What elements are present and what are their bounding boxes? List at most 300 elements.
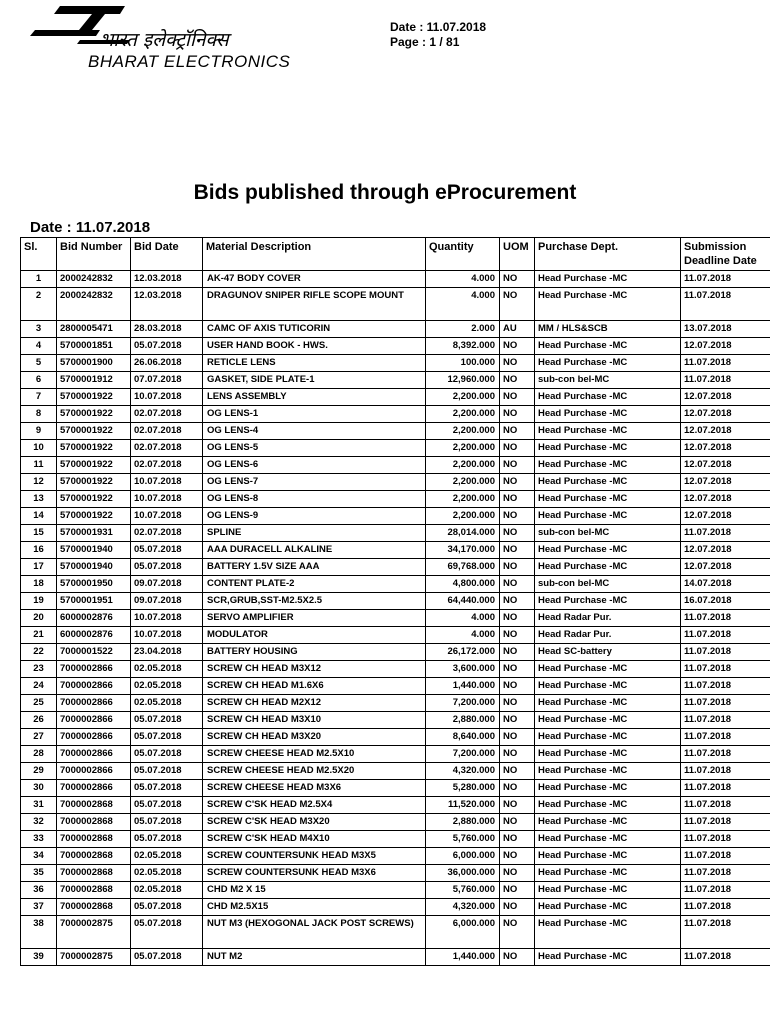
table-header-row (21, 238, 770, 271)
table-row (21, 271, 770, 288)
cell-dept: Head Purchase -MC (535, 661, 681, 678)
cell-material: AK-47 BODY COVER (203, 271, 426, 288)
cell-material: USER HAND BOOK - HWS. (203, 338, 426, 355)
cell-material: SCREW C'SK HEAD M2.5X4 (203, 797, 426, 814)
table-row (21, 865, 770, 882)
cell-sl: 37 (21, 899, 57, 916)
cell-deadline: 12.07.2018 (681, 423, 770, 440)
table-row (21, 831, 770, 848)
cell-uom: NO (500, 576, 535, 593)
cell-dept: Head Purchase -MC (535, 780, 681, 797)
document-meta (390, 20, 486, 50)
table-row (21, 627, 770, 644)
cell-quantity: 4.000 (426, 627, 500, 644)
cell-quantity: 28,014.000 (426, 525, 500, 542)
cell-bid-number: 5700001922 (57, 457, 131, 474)
cell-quantity: 26,172.000 (426, 644, 500, 661)
cell-deadline: 11.07.2018 (681, 729, 770, 746)
cell-quantity: 7,200.000 (426, 746, 500, 763)
table-row (21, 457, 770, 474)
cell-dept: Head Purchase -MC (535, 831, 681, 848)
table-row (21, 814, 770, 831)
table-row (21, 899, 770, 916)
cell-bid-date: 12.03.2018 (131, 288, 203, 321)
cell-uom: NO (500, 271, 535, 288)
cell-deadline: 11.07.2018 (681, 949, 770, 966)
cell-uom: NO (500, 831, 535, 848)
cell-quantity: 2,200.000 (426, 406, 500, 423)
cell-deadline: 14.07.2018 (681, 576, 770, 593)
cell-sl: 35 (21, 865, 57, 882)
cell-bid-date: 02.07.2018 (131, 440, 203, 457)
cell-uom: NO (500, 627, 535, 644)
cell-dept: Head Radar Pur. (535, 627, 681, 644)
cell-bid-date: 02.07.2018 (131, 525, 203, 542)
cell-quantity: 6,000.000 (426, 848, 500, 865)
cell-quantity: 11,520.000 (426, 797, 500, 814)
cell-bid-number: 5700001922 (57, 491, 131, 508)
cell-dept: Head Purchase -MC (535, 865, 681, 882)
cell-bid-number: 5700001922 (57, 389, 131, 406)
table-row (21, 661, 770, 678)
cell-bid-number: 7000002866 (57, 712, 131, 729)
cell-bid-number: 5700001922 (57, 474, 131, 491)
cell-bid-number: 5700001922 (57, 508, 131, 525)
cell-material: OG LENS-1 (203, 406, 426, 423)
meta-date: Date : 11.07.2018 (390, 20, 487, 34)
cell-sl: 15 (21, 525, 57, 542)
cell-deadline: 11.07.2018 (681, 746, 770, 763)
cell-dept: Head Purchase -MC (535, 406, 681, 423)
cell-material: OG LENS-7 (203, 474, 426, 491)
cell-deadline: 12.07.2018 (681, 508, 770, 525)
cell-dept: Head Purchase -MC (535, 746, 681, 763)
cell-material: NUT M3 (HEXOGONAL JACK POST SCREWS) (203, 916, 426, 949)
cell-uom: NO (500, 780, 535, 797)
cell-quantity: 1,440.000 (426, 678, 500, 695)
table-row (21, 355, 770, 372)
cell-bid-date: 05.07.2018 (131, 899, 203, 916)
cell-dept: Head Purchase -MC (535, 457, 681, 474)
cell-material: OG LENS-6 (203, 457, 426, 474)
cell-bid-date: 05.07.2018 (131, 780, 203, 797)
cell-uom: NO (500, 814, 535, 831)
cell-sl: 20 (21, 610, 57, 627)
cell-sl: 30 (21, 780, 57, 797)
cell-deadline: 11.07.2018 (681, 288, 770, 321)
cell-deadline: 11.07.2018 (681, 848, 770, 865)
cell-material: BATTERY HOUSING (203, 644, 426, 661)
cell-deadline: 11.07.2018 (681, 661, 770, 678)
cell-material: RETICLE LENS (203, 355, 426, 372)
cell-dept: Head Purchase -MC (535, 729, 681, 746)
table-row (21, 321, 770, 338)
table-row (21, 576, 770, 593)
cell-uom: NO (500, 610, 535, 627)
cell-material: NUT M2 (203, 949, 426, 966)
table-row (21, 288, 770, 321)
cell-bid-date: 10.07.2018 (131, 491, 203, 508)
cell-quantity: 4,800.000 (426, 576, 500, 593)
cell-uom: NO (500, 678, 535, 695)
cell-dept: Head Purchase -MC (535, 695, 681, 712)
cell-uom: NO (500, 423, 535, 440)
cell-quantity: 2,200.000 (426, 474, 500, 491)
cell-uom: NO (500, 848, 535, 865)
cell-material: OG LENS-9 (203, 508, 426, 525)
cell-uom: NO (500, 916, 535, 949)
table-row (21, 406, 770, 423)
cell-quantity: 1,440.000 (426, 949, 500, 966)
table-row (21, 474, 770, 491)
cell-bid-number: 5700001940 (57, 542, 131, 559)
cell-material: CHD M2.5X15 (203, 899, 426, 916)
cell-bid-date: 02.05.2018 (131, 661, 203, 678)
cell-material: SERVO AMPLIFIER (203, 610, 426, 627)
header-bid-number: Bid Number (57, 238, 131, 271)
cell-bid-date: 12.03.2018 (131, 271, 203, 288)
table-row (21, 423, 770, 440)
cell-bid-date: 23.04.2018 (131, 644, 203, 661)
cell-uom: NO (500, 763, 535, 780)
cell-deadline: 12.07.2018 (681, 440, 770, 457)
cell-bid-number: 7000002866 (57, 763, 131, 780)
cell-sl: 17 (21, 559, 57, 576)
cell-sl: 18 (21, 576, 57, 593)
cell-bid-date: 10.07.2018 (131, 389, 203, 406)
cell-uom: NO (500, 797, 535, 814)
cell-sl: 23 (21, 661, 57, 678)
cell-material: MODULATOR (203, 627, 426, 644)
cell-deadline: 16.07.2018 (681, 593, 770, 610)
table-row (21, 508, 770, 525)
cell-bid-number: 7000002866 (57, 695, 131, 712)
cell-material: AAA DURACELL ALKALINE (203, 542, 426, 559)
cell-dept: Head Purchase -MC (535, 712, 681, 729)
cell-sl: 9 (21, 423, 57, 440)
cell-bid-number: 7000002868 (57, 865, 131, 882)
cell-material: LENS ASSEMBLY (203, 389, 426, 406)
cell-sl: 13 (21, 491, 57, 508)
cell-quantity: 5,760.000 (426, 882, 500, 899)
cell-sl: 31 (21, 797, 57, 814)
cell-bid-date: 05.07.2018 (131, 542, 203, 559)
cell-quantity: 2,200.000 (426, 440, 500, 457)
cell-bid-number: 5700001922 (57, 406, 131, 423)
cell-deadline: 11.07.2018 (681, 712, 770, 729)
cell-material: BATTERY 1.5V SIZE AAA (203, 559, 426, 576)
table-row (21, 440, 770, 457)
table-row (21, 644, 770, 661)
cell-dept: sub-con bel-MC (535, 372, 681, 389)
table-row (21, 525, 770, 542)
cell-uom: NO (500, 593, 535, 610)
cell-quantity: 2,880.000 (426, 712, 500, 729)
cell-sl: 3 (21, 321, 57, 338)
cell-material: SCREW CH HEAD M3X12 (203, 661, 426, 678)
report-date: Date : 11.07.2018 (30, 219, 151, 236)
table-row (21, 712, 770, 729)
cell-material: OG LENS-8 (203, 491, 426, 508)
cell-bid-date: 05.07.2018 (131, 831, 203, 848)
cell-quantity: 2,200.000 (426, 508, 500, 525)
cell-dept: Head Purchase -MC (535, 508, 681, 525)
cell-bid-number: 5700001931 (57, 525, 131, 542)
table-row (21, 949, 770, 966)
cell-bid-date: 05.07.2018 (131, 949, 203, 966)
cell-uom: NO (500, 899, 535, 916)
cell-uom: NO (500, 491, 535, 508)
header-dept: Purchase Dept. (535, 238, 681, 271)
cell-material: OG LENS-5 (203, 440, 426, 457)
cell-deadline: 11.07.2018 (681, 525, 770, 542)
cell-sl: 19 (21, 593, 57, 610)
cell-sl: 38 (21, 916, 57, 949)
cell-sl: 29 (21, 763, 57, 780)
cell-sl: 10 (21, 440, 57, 457)
cell-deadline: 11.07.2018 (681, 780, 770, 797)
cell-deadline: 12.07.2018 (681, 338, 770, 355)
cell-bid-number: 7000002866 (57, 661, 131, 678)
cell-deadline: 11.07.2018 (681, 610, 770, 627)
header-quantity: Quantity (426, 238, 500, 271)
cell-bid-date: 05.07.2018 (131, 559, 203, 576)
cell-dept: Head Purchase -MC (535, 474, 681, 491)
cell-bid-number: 7000002866 (57, 729, 131, 746)
company-logo (30, 4, 340, 72)
cell-material: SCREW CHEESE HEAD M2.5X20 (203, 763, 426, 780)
cell-bid-date: 02.05.2018 (131, 695, 203, 712)
cell-uom: AU (500, 321, 535, 338)
cell-quantity: 100.000 (426, 355, 500, 372)
cell-bid-number: 5700001922 (57, 440, 131, 457)
cell-deadline: 13.07.2018 (681, 321, 770, 338)
table-row (21, 678, 770, 695)
cell-sl: 11 (21, 457, 57, 474)
cell-dept: Head Purchase -MC (535, 882, 681, 899)
cell-sl: 25 (21, 695, 57, 712)
cell-quantity: 4,320.000 (426, 763, 500, 780)
cell-material: SCREW C'SK HEAD M4X10 (203, 831, 426, 848)
cell-deadline: 11.07.2018 (681, 831, 770, 848)
cell-dept: Head Purchase -MC (535, 899, 681, 916)
cell-uom: NO (500, 542, 535, 559)
cell-uom: NO (500, 372, 535, 389)
cell-sl: 34 (21, 848, 57, 865)
cell-uom: NO (500, 288, 535, 321)
cell-bid-date: 02.05.2018 (131, 678, 203, 695)
table-row (21, 372, 770, 389)
cell-deadline: 12.07.2018 (681, 559, 770, 576)
cell-dept: Head Purchase -MC (535, 288, 681, 321)
cell-bid-number: 5700001851 (57, 338, 131, 355)
cell-bid-number: 7000002875 (57, 916, 131, 949)
cell-dept: Head Purchase -MC (535, 916, 681, 949)
cell-sl: 24 (21, 678, 57, 695)
cell-dept: sub-con bel-MC (535, 576, 681, 593)
cell-sl: 4 (21, 338, 57, 355)
cell-quantity: 34,170.000 (426, 542, 500, 559)
cell-bid-date: 05.07.2018 (131, 763, 203, 780)
cell-deadline: 11.07.2018 (681, 882, 770, 899)
cell-material: SCREW COUNTERSUNK HEAD M3X6 (203, 865, 426, 882)
cell-material: SCREW CH HEAD M1.6X6 (203, 678, 426, 695)
cell-quantity: 12,960.000 (426, 372, 500, 389)
cell-bid-date: 05.07.2018 (131, 814, 203, 831)
table-row (21, 338, 770, 355)
cell-deadline: 12.07.2018 (681, 457, 770, 474)
cell-dept: Head Radar Pur. (535, 610, 681, 627)
cell-bid-number: 6000002876 (57, 610, 131, 627)
table-row (21, 729, 770, 746)
cell-deadline: 11.07.2018 (681, 899, 770, 916)
cell-quantity: 2,200.000 (426, 423, 500, 440)
cell-deadline: 12.07.2018 (681, 406, 770, 423)
cell-material: DRAGUNOV SNIPER RIFLE SCOPE MOUNT (203, 288, 426, 321)
cell-sl: 5 (21, 355, 57, 372)
cell-material: SCREW CHEESE HEAD M3X6 (203, 780, 426, 797)
cell-deadline: 12.07.2018 (681, 542, 770, 559)
cell-uom: NO (500, 865, 535, 882)
cell-sl: 14 (21, 508, 57, 525)
cell-sl: 8 (21, 406, 57, 423)
cell-sl: 6 (21, 372, 57, 389)
cell-bid-date: 09.07.2018 (131, 576, 203, 593)
cell-bid-date: 10.07.2018 (131, 610, 203, 627)
cell-dept: MM / HLS&SCB (535, 321, 681, 338)
cell-bid-date: 02.07.2018 (131, 406, 203, 423)
cell-quantity: 7,200.000 (426, 695, 500, 712)
cell-uom: NO (500, 355, 535, 372)
cell-sl: 33 (21, 831, 57, 848)
cell-dept: Head Purchase -MC (535, 440, 681, 457)
cell-deadline: 11.07.2018 (681, 355, 770, 372)
header-bid-date: Bid Date (131, 238, 203, 271)
cell-deadline: 11.07.2018 (681, 695, 770, 712)
cell-sl: 28 (21, 746, 57, 763)
cell-bid-number: 5700001951 (57, 593, 131, 610)
cell-dept: Head Purchase -MC (535, 338, 681, 355)
cell-dept: Head Purchase -MC (535, 389, 681, 406)
cell-sl: 12 (21, 474, 57, 491)
cell-quantity: 3,600.000 (426, 661, 500, 678)
cell-uom: NO (500, 949, 535, 966)
cell-material: CHD M2 X 15 (203, 882, 426, 899)
cell-deadline: 11.07.2018 (681, 865, 770, 882)
cell-uom: NO (500, 746, 535, 763)
cell-sl: 26 (21, 712, 57, 729)
cell-sl: 36 (21, 882, 57, 899)
table-row (21, 780, 770, 797)
cell-dept: Head Purchase -MC (535, 797, 681, 814)
table-row (21, 389, 770, 406)
cell-dept: Head SC-battery (535, 644, 681, 661)
cell-uom: NO (500, 525, 535, 542)
cell-dept: Head Purchase -MC (535, 678, 681, 695)
cell-sl: 2 (21, 288, 57, 321)
cell-bid-date: 05.07.2018 (131, 746, 203, 763)
cell-uom: NO (500, 508, 535, 525)
cell-bid-number: 7000002868 (57, 814, 131, 831)
cell-quantity: 2,200.000 (426, 491, 500, 508)
cell-uom: NO (500, 474, 535, 491)
cell-sl: 32 (21, 814, 57, 831)
table-row (21, 848, 770, 865)
cell-bid-date: 10.07.2018 (131, 474, 203, 491)
cell-deadline: 12.07.2018 (681, 491, 770, 508)
cell-sl: 22 (21, 644, 57, 661)
cell-uom: NO (500, 712, 535, 729)
table-row (21, 916, 770, 949)
cell-quantity: 4.000 (426, 271, 500, 288)
header-material: Material Description (203, 238, 426, 271)
cell-deadline: 11.07.2018 (681, 271, 770, 288)
cell-deadline: 11.07.2018 (681, 763, 770, 780)
page-title: Bids published through eProcurement (193, 181, 577, 204)
cell-quantity: 36,000.000 (426, 865, 500, 882)
meta-page: Page : 1 / 81 (390, 35, 460, 49)
logo-hindi-text: भारत इलेक्ट्रॉनिक्स (100, 29, 229, 51)
cell-uom: NO (500, 406, 535, 423)
cell-material: CAMC OF AXIS TUTICORIN (203, 321, 426, 338)
cell-deadline: 12.07.2018 (681, 474, 770, 491)
table-row (21, 542, 770, 559)
cell-quantity: 2.000 (426, 321, 500, 338)
cell-quantity: 4,320.000 (426, 899, 500, 916)
cell-deadline: 12.07.2018 (681, 389, 770, 406)
cell-bid-number: 7000002866 (57, 678, 131, 695)
cell-bid-date: 07.07.2018 (131, 372, 203, 389)
cell-deadline: 11.07.2018 (681, 372, 770, 389)
cell-material: CONTENT PLATE-2 (203, 576, 426, 593)
cell-deadline: 11.07.2018 (681, 678, 770, 695)
table-row (21, 797, 770, 814)
cell-deadline: 11.07.2018 (681, 644, 770, 661)
header-deadline: Submission Deadline Date (681, 238, 770, 271)
table-row (21, 746, 770, 763)
cell-dept: Head Purchase -MC (535, 593, 681, 610)
cell-dept: sub-con bel-MC (535, 525, 681, 542)
cell-bid-number: 5700001900 (57, 355, 131, 372)
cell-sl: 16 (21, 542, 57, 559)
cell-bid-date: 10.07.2018 (131, 627, 203, 644)
cell-bid-number: 7000002868 (57, 848, 131, 865)
cell-uom: NO (500, 661, 535, 678)
cell-bid-number: 2800005471 (57, 321, 131, 338)
cell-material: SCREW CHEESE HEAD M2.5X10 (203, 746, 426, 763)
cell-bid-number: 5700001950 (57, 576, 131, 593)
cell-deadline: 11.07.2018 (681, 916, 770, 949)
cell-dept: Head Purchase -MC (535, 491, 681, 508)
table-row (21, 559, 770, 576)
table-row (21, 491, 770, 508)
cell-bid-number: 7000001522 (57, 644, 131, 661)
cell-sl: 27 (21, 729, 57, 746)
cell-uom: NO (500, 389, 535, 406)
cell-sl: 7 (21, 389, 57, 406)
cell-deadline: 11.07.2018 (681, 627, 770, 644)
cell-quantity: 5,280.000 (426, 780, 500, 797)
cell-quantity: 64,440.000 (426, 593, 500, 610)
cell-bid-date: 05.07.2018 (131, 797, 203, 814)
cell-uom: NO (500, 644, 535, 661)
cell-uom: NO (500, 338, 535, 355)
cell-material: GASKET, SIDE PLATE-1 (203, 372, 426, 389)
cell-uom: NO (500, 440, 535, 457)
cell-bid-date: 10.07.2018 (131, 508, 203, 525)
cell-material: SCREW C'SK HEAD M3X20 (203, 814, 426, 831)
cell-deadline: 11.07.2018 (681, 797, 770, 814)
